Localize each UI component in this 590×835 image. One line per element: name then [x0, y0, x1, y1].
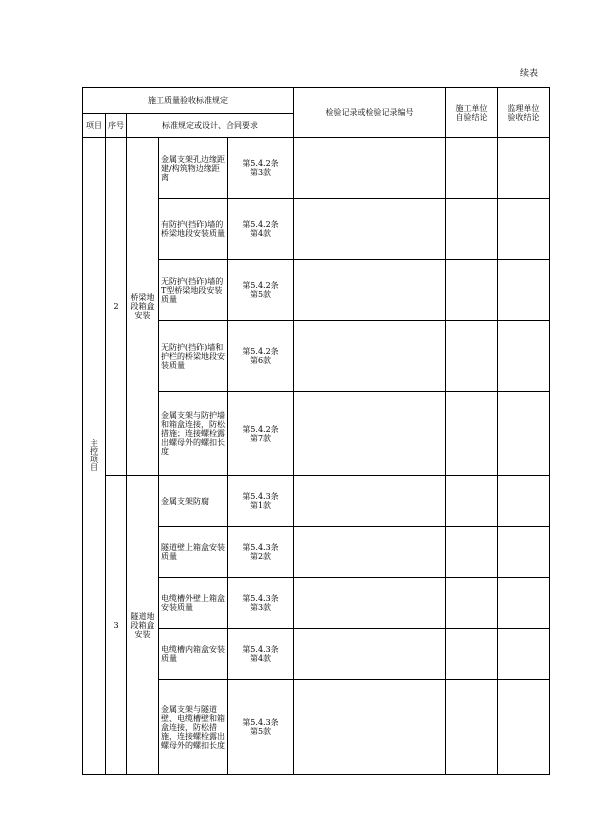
record-cell[interactable]	[294, 527, 446, 578]
requirement-cell: 电缆槽外壁上箱盒安装质量	[159, 578, 228, 629]
record-cell[interactable]	[294, 138, 446, 199]
contractor-col-header: 施工单位 自验结论	[446, 88, 498, 138]
supervisor-cell[interactable]	[498, 527, 550, 578]
seq-col-header: 序号	[106, 114, 127, 138]
contractor-cell[interactable]	[446, 199, 498, 260]
record-cell[interactable]	[294, 680, 446, 775]
group-name: 桥梁地段箱盒安装	[127, 138, 159, 476]
contractor-cell[interactable]	[446, 629, 498, 680]
clause-cell: 第5.4.2条 第5款	[228, 260, 294, 321]
contractor-cell[interactable]	[446, 476, 498, 527]
supervisor-cell[interactable]	[498, 629, 550, 680]
supervisor-cell[interactable]	[498, 578, 550, 629]
category-label: 主控项目	[89, 439, 99, 471]
supervisor-cell[interactable]	[498, 680, 550, 775]
supervisor-cell[interactable]	[498, 476, 550, 527]
contractor-cell[interactable]	[446, 392, 498, 476]
record-cell[interactable]	[294, 199, 446, 260]
clause-cell: 第5.4.3条 第1款	[228, 476, 294, 527]
supervisor-cell[interactable]	[498, 138, 550, 199]
group-name: 隧道地段箱盒安装	[127, 476, 159, 775]
contractor-cell[interactable]	[446, 138, 498, 199]
item-col-header: 项目	[83, 114, 106, 138]
inspection-table	[82, 87, 550, 775]
record-cell[interactable]	[294, 260, 446, 321]
supervisor-cell[interactable]	[498, 392, 550, 476]
clause-cell: 第5.4.2条 第3款	[228, 138, 294, 199]
requirement-cell: 电缆槽内箱盒安装质量	[159, 629, 228, 680]
supervisor-cell[interactable]	[498, 321, 550, 392]
contractor-cell[interactable]	[446, 260, 498, 321]
contractor-cell[interactable]	[446, 578, 498, 629]
clause-cell: 第5.4.3条 第4款	[228, 629, 294, 680]
record-cell[interactable]	[294, 321, 446, 392]
supervisor-col-header: 监理单位 验收结论	[498, 88, 550, 138]
requirement-cell: 金属支架孔边缘距建/构筑物边缘距离	[159, 138, 228, 199]
record-cell[interactable]	[294, 629, 446, 680]
requirement-cell: 无防护(挡砟)墙的T型桥梁地段安装质量	[159, 260, 228, 321]
clause-cell: 第5.4.3条 第5款	[228, 680, 294, 775]
record-col-header: 检验记录或检验记录编号	[294, 88, 446, 138]
continued-label: 续表	[520, 69, 539, 79]
supervisor-cell[interactable]	[498, 260, 550, 321]
clause-cell: 第5.4.3条 第3款	[228, 578, 294, 629]
requirement-cell: 金属支架与隧道壁、电缆槽壁和箱盒连接，防松措施，连接螺栓露出螺母外的螺扣长度	[159, 680, 228, 775]
clause-cell: 第5.4.2条 第4款	[228, 199, 294, 260]
seq-cell: 2	[106, 138, 127, 476]
supervisor-cell[interactable]	[498, 199, 550, 260]
seq-cell: 3	[106, 476, 127, 775]
record-cell[interactable]	[294, 476, 446, 527]
contractor-cell[interactable]	[446, 321, 498, 392]
requirement-cell: 金属支架防腐	[159, 476, 228, 527]
clause-cell: 第5.4.2条 第6款	[228, 321, 294, 392]
requirement-cell: 隧道壁上箱盒安装质量	[159, 527, 228, 578]
requirement-cell: 金属支架与防护墙和箱盒连接，防松措施；连接螺栓露出螺母外的螺扣长度	[159, 392, 228, 476]
contractor-cell[interactable]	[446, 680, 498, 775]
requirement-cell: 有防护(挡砟)墙的桥梁地段安装质量	[159, 199, 228, 260]
requirement-cell: 无防护(挡砟)墙和护栏的桥梁地段安装质量	[159, 321, 228, 392]
requirement-col-header: 标准规定或设计、合同要求	[127, 114, 294, 138]
clause-cell: 第5.4.2条 第7款	[228, 392, 294, 476]
clause-cell: 第5.4.3条 第2款	[228, 527, 294, 578]
record-cell[interactable]	[294, 578, 446, 629]
category-cell	[83, 138, 106, 775]
contractor-cell[interactable]	[446, 527, 498, 578]
standard-group-header: 施工质量验收标准规定	[83, 88, 294, 114]
record-cell[interactable]	[294, 392, 446, 476]
